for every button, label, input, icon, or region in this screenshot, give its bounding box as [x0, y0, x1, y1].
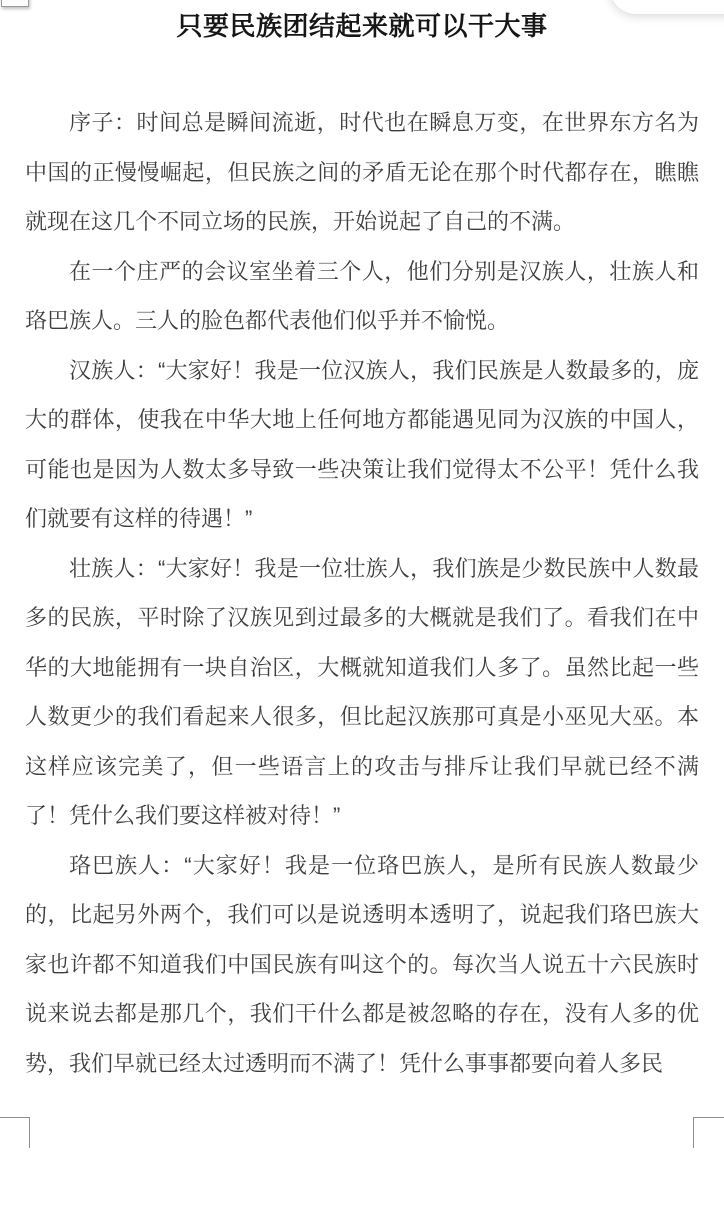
text-boundary-mark-bottom-right	[693, 1117, 724, 1148]
text-boundary-mark-bottom-left	[0, 1117, 30, 1148]
top-left-partial-box	[1, 0, 29, 7]
paragraph-zhuang-speech: 壮族人：“大家好！我是一位壮族人，我们族是少数民族中人数最多的民族，平时除了汉族见到过最多的大概就是我们了。看我们在中华的大地能拥有一块自治区，大概就知道我们人多了。虽然比起一些人数更少的我们看起来人很多，但比起汉族那可真是小巫见大巫。本这样应该完美了，但一些语言上的攻击与排斥让我们早就已经不满了！凭什么我们要这样被对待！”	[25, 555, 699, 828]
paragraph-meeting-room: 在一个庄严的会议室坐着三个人，他们分别是汉族人，壮族人和珞巴族人。三人的脸色都代表他们似乎并不愉悦。	[25, 258, 699, 333]
paragraph-lhoba-speech: 珞巴族人：“大家好！我是一位珞巴族人，是所有民族人数最少的，比起另外两个，我们可以是说透明本透明了，说起我们珞巴族大家也许都不知道我们中国民族有叫这个的。每次当人说五十六民族时说来说去都是那几个，我们干什么都是被忽略的存在，没有人多的优势，我们早就已经太过透明而不满了！凭什么事事都要向着人多民	[25, 852, 699, 1076]
document-body	[25, 98, 699, 1088]
paragraph-preface: 序子：时间总是瞬间流逝，时代也在瞬息万变，在世界东方名为中国的正慢慢崛起，但民族之间的矛盾无论在那个时代都存在，瞧瞧就现在这几个不同立场的民族，开始说起了自己的不满。	[25, 110, 699, 234]
document-title: 只要民族团结起来就可以干大事	[176, 11, 548, 41]
paragraph-han-speech: 汉族人：“大家好！我是一位汉族人，我们民族是人数最多的，庞大的群体，使我在中华大地上任何地方都能遇见同为汉族的中国人，可能也是因为人数太多导致一些决策让我们觉得太不公平！凭什么我们就要有这样的待遇！”	[25, 357, 699, 531]
